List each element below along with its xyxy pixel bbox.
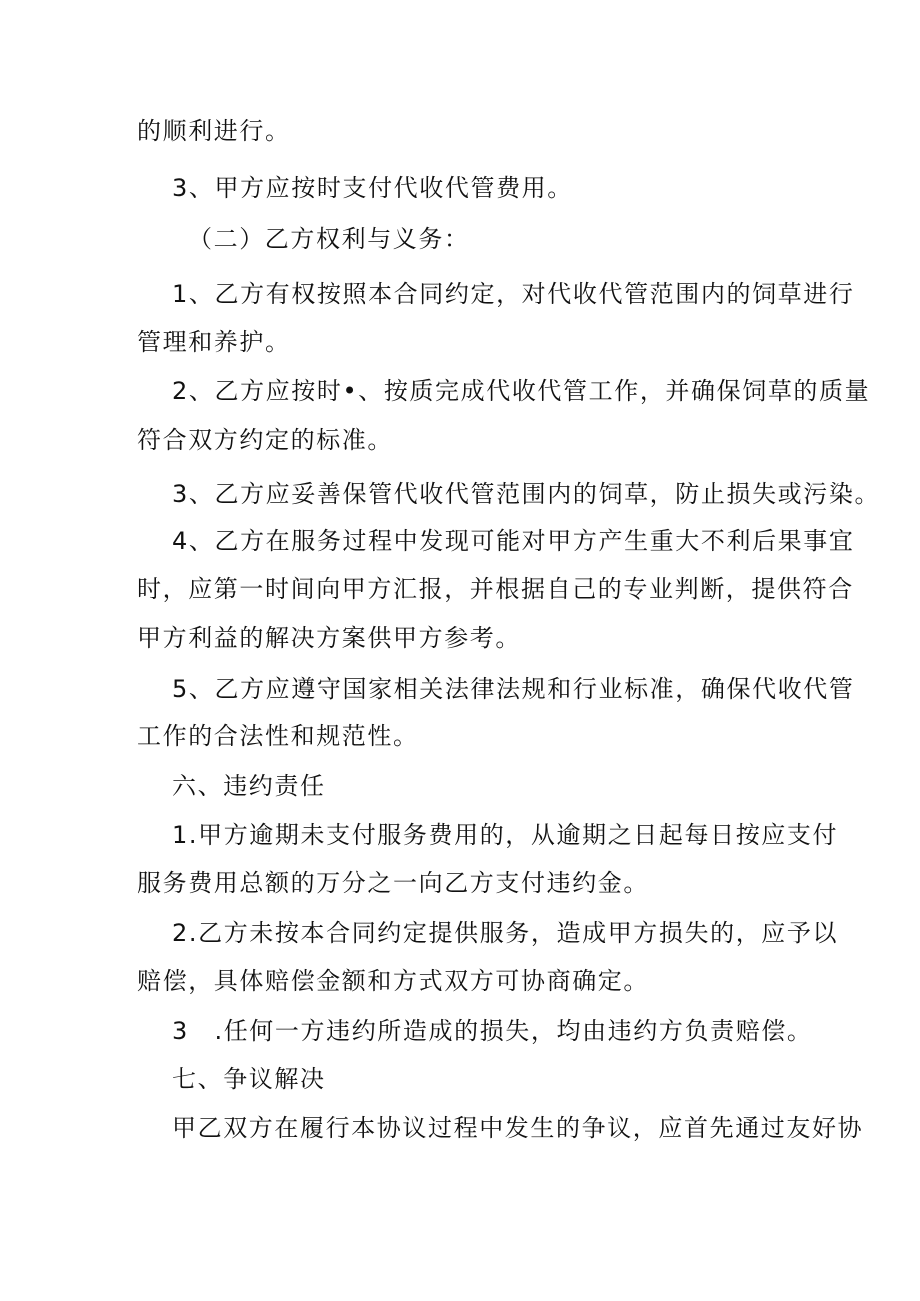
text-line: 2.乙方未按本合同约定提供服务，造成甲方损失的，应予以 [172, 919, 839, 947]
text-line: 3、乙方应妥善保管代收代管范围内的饲草，防止损失或污染。 [172, 480, 881, 508]
text-line: 甲方利益的解决方案供甲方参考。 [137, 624, 521, 652]
text-line: 1.甲方逾期未支付服务费用的，从逾期之日起每日按应支付 [172, 821, 839, 849]
text-line: 赔偿，具体赔偿金额和方式双方可协商确定。 [137, 967, 649, 995]
text-line: 5、乙方应遵守国家相关法律法规和行业标准，确保代收代管 [172, 675, 855, 703]
text-line: 工作的合法性和规范性。 [137, 722, 419, 750]
text-line: 1、乙方有权按照本合同约定，对代收代管范围内的饲草进行 [172, 280, 855, 308]
text-line: 甲乙双方在履行本协议过程中发生的争议，应首先通过友好协 [172, 1114, 864, 1142]
section-heading: 七、争议解决 [172, 1065, 326, 1093]
section-heading: （二）乙方权利与义务： [188, 225, 470, 253]
text-line: 管理和养护。 [137, 328, 291, 356]
text-line: 4、乙方在服务过程中发现可能对甲方产生重大不利后果事宜 [172, 527, 855, 555]
section-heading: 六、违约责任 [172, 772, 326, 800]
text-line: 时，应第一时间向甲方汇报，并根据自己的专业判断，提供符合 [137, 575, 854, 603]
text-line: 的顺利进行。 [137, 117, 291, 145]
text-line: 3、甲方应按时支付代收代管费用。 [172, 174, 573, 202]
text-line: 2、乙方应按时•、按质完成代收代管工作，并确保饲草的质量 [172, 377, 871, 405]
text-line: 符合双方约定的标准。 [137, 426, 393, 454]
text-line: 服务费用总额的万分之一向乙方支付违约金。 [137, 869, 649, 897]
text-line: 3 .任何一方违约所造成的损失，均由违约方负责赔偿。 [172, 1017, 813, 1045]
